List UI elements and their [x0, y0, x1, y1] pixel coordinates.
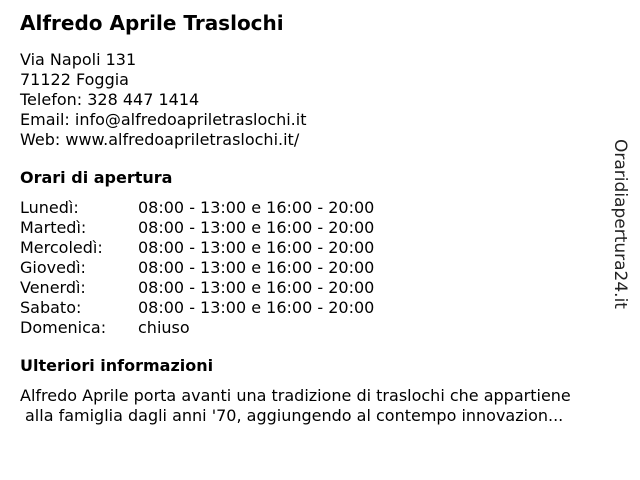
- time-value: 08:00 - 13:00 e 16:00 - 20:00: [138, 218, 375, 237]
- day-label: Venerdì:: [20, 278, 86, 297]
- business-card: [20, 10, 610, 426]
- address-city: 71122 Foggia: [20, 70, 129, 89]
- day-label: Giovedì:: [20, 258, 86, 277]
- day-label: Sabato:: [20, 298, 82, 317]
- address-block: [20, 50, 610, 150]
- time-value: 08:00 - 13:00 e 16:00 - 20:00: [138, 298, 375, 317]
- time-value: 08:00 - 13:00 e 16:00 - 20:00: [138, 278, 375, 297]
- time-value: 08:00 - 13:00 e 16:00 - 20:00: [138, 238, 375, 257]
- day-label: Lunedì:: [20, 198, 79, 217]
- hours-row-thursday: [20, 258, 610, 278]
- hours-row-wednesday: [20, 238, 610, 258]
- hours-row-tuesday: [20, 218, 610, 238]
- address-street: Via Napoli 131: [20, 50, 137, 69]
- site-watermark: [608, 137, 632, 310]
- info-line-2: alla famiglia dagli anni '70, aggiungendo al contempo innovazion...: [25, 406, 564, 425]
- hours-row-sunday: [20, 318, 610, 338]
- web-line: Web: www.alfredoapriletraslochi.it/: [20, 130, 300, 149]
- hours-table: [20, 198, 610, 338]
- time-value: 08:00 - 13:00 e 16:00 - 20:00: [138, 258, 375, 277]
- time-value: 08:00 - 13:00 e 16:00 - 20:00: [138, 198, 375, 217]
- hours-row-friday: [20, 278, 610, 298]
- info-title: Ulteriori informazioni: [20, 356, 214, 375]
- phone-line: Telefon: 328 447 1414: [20, 90, 200, 109]
- info-description: [20, 386, 610, 426]
- email-line: Email: info@alfredoapriletraslochi.it: [20, 110, 307, 129]
- info-line-1: Alfredo Aprile porta avanti una tradizione di traslochi che appartiene: [20, 386, 571, 405]
- day-label: Mercoledì:: [20, 238, 103, 257]
- hours-title: Orari di apertura: [20, 168, 173, 187]
- business-name: Alfredo Aprile Traslochi: [20, 11, 284, 35]
- day-label: Domenica:: [20, 318, 107, 337]
- day-label: Martedì:: [20, 218, 87, 237]
- hours-row-saturday: [20, 298, 610, 318]
- time-value: chiuso: [138, 318, 190, 337]
- hours-row-monday: [20, 198, 610, 218]
- watermark-text: Oraridiapertura24.it: [610, 138, 630, 309]
